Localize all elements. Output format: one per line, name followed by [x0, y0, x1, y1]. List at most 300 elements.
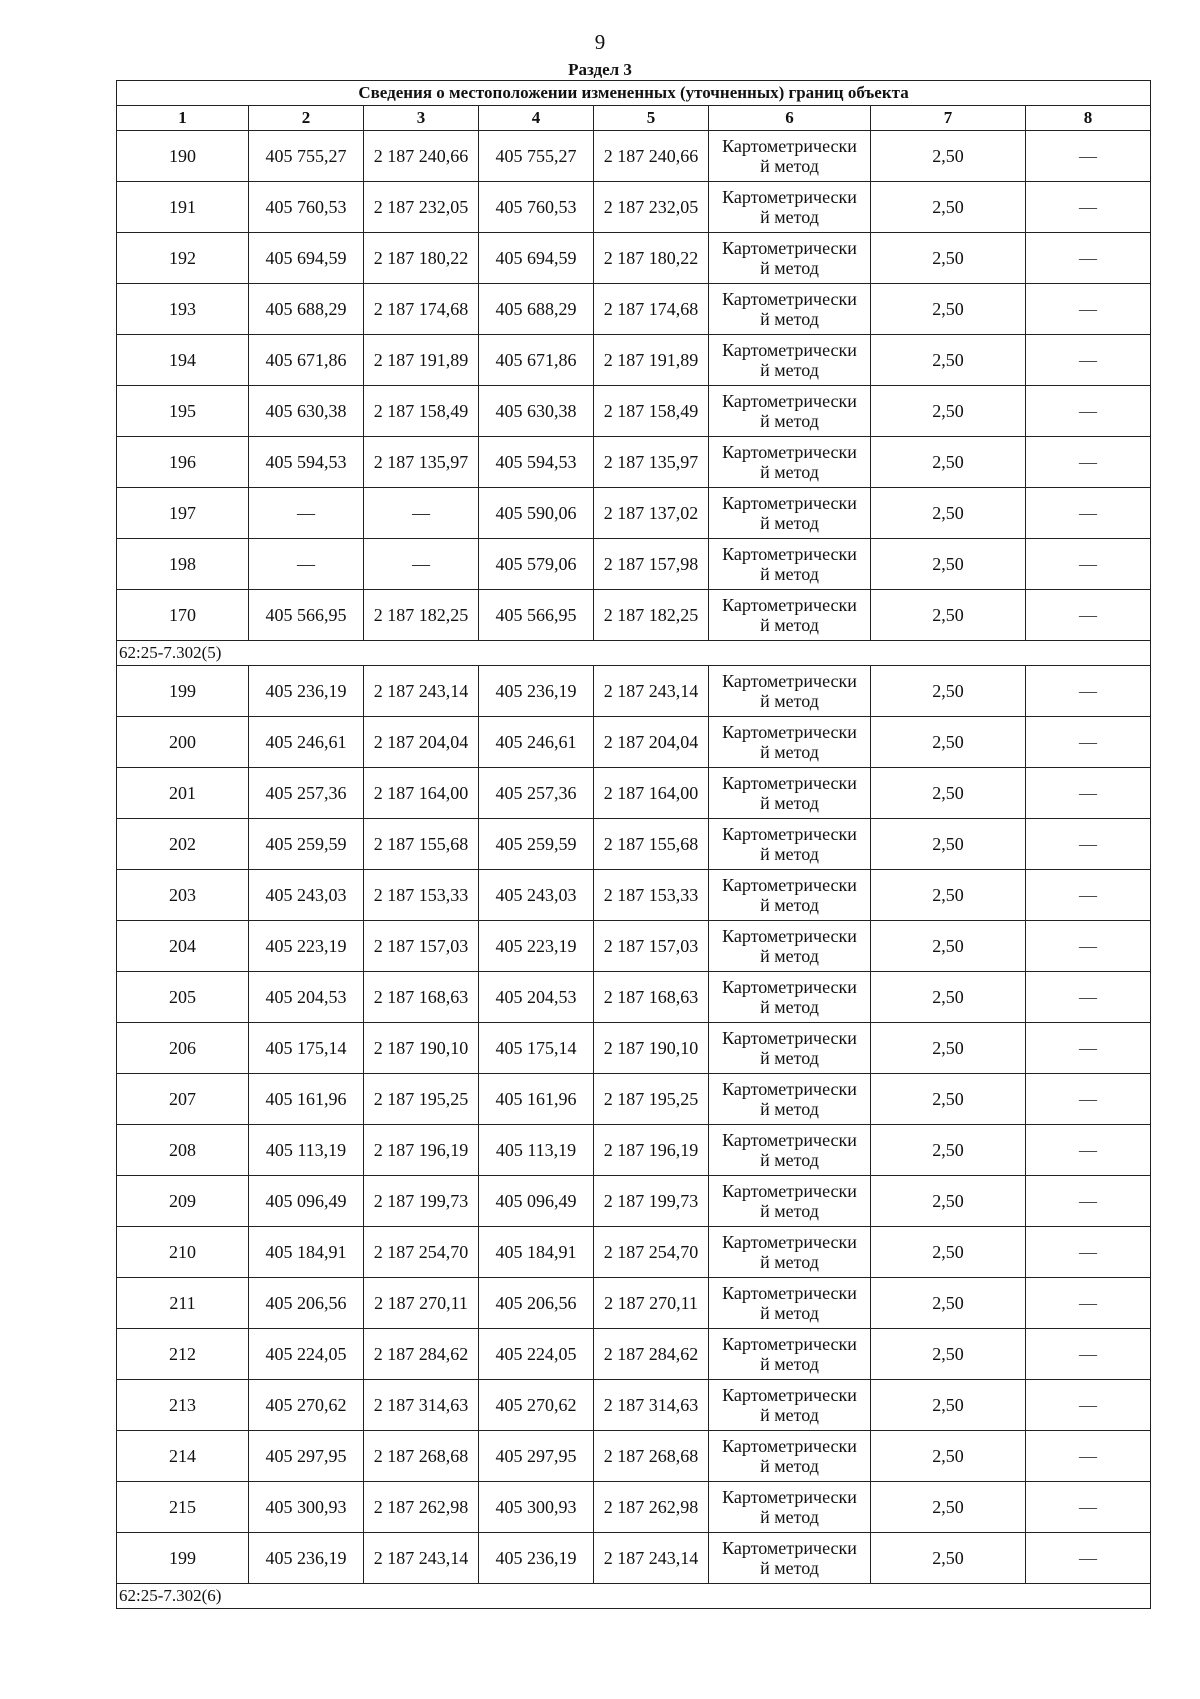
method-line-2: й метод — [760, 615, 819, 635]
method-line-2: й метод — [760, 513, 819, 533]
precision-cell: 2,50 — [871, 921, 1026, 972]
x-old-cell: 405 161,96 — [249, 1074, 364, 1125]
method-cell — [709, 182, 871, 233]
y-old-cell: 2 187 157,03 — [364, 921, 479, 972]
method-line-1: Картометрически — [722, 824, 857, 844]
method-line-1: Картометрически — [722, 493, 857, 513]
y-new-cell: 2 187 182,25 — [594, 590, 709, 641]
x-old-cell: 405 755,27 — [249, 131, 364, 182]
y-new-cell: 2 187 157,03 — [594, 921, 709, 972]
x-old-cell: 405 270,62 — [249, 1380, 364, 1431]
y-old-cell: 2 187 268,68 — [364, 1431, 479, 1482]
x-new-cell: 405 630,38 — [479, 386, 594, 437]
x-old-cell: 405 297,95 — [249, 1431, 364, 1482]
x-new-cell: 405 566,95 — [479, 590, 594, 641]
x-new-cell: 405 688,29 — [479, 284, 594, 335]
y-old-cell: 2 187 153,33 — [364, 870, 479, 921]
method-cell — [709, 386, 871, 437]
precision-cell: 2,50 — [871, 182, 1026, 233]
y-new-cell: 2 187 168,63 — [594, 972, 709, 1023]
x-new-cell: 405 161,96 — [479, 1074, 594, 1125]
precision-cell: 2,50 — [871, 284, 1026, 335]
x-new-cell: 405 694,59 — [479, 233, 594, 284]
precision-cell: 2,50 — [871, 1023, 1026, 1074]
precision-cell: 2,50 — [871, 335, 1026, 386]
y-new-cell: 2 187 314,63 — [594, 1380, 709, 1431]
y-new-cell: 2 187 195,25 — [594, 1074, 709, 1125]
dash-cell: — — [1026, 1482, 1151, 1533]
point-cell: 191 — [117, 182, 249, 233]
dash-cell: — — [1026, 870, 1151, 921]
x-old-cell: 405 694,59 — [249, 233, 364, 284]
method-cell — [709, 590, 871, 641]
method-cell — [709, 1278, 871, 1329]
precision-cell: 2,50 — [871, 590, 1026, 641]
x-old-cell: — — [249, 539, 364, 590]
dash-cell: — — [1026, 131, 1151, 182]
y-new-cell: 2 187 153,33 — [594, 870, 709, 921]
y-old-cell: 2 187 155,68 — [364, 819, 479, 870]
method-line-2: й метод — [760, 1099, 819, 1119]
x-new-cell: 405 755,27 — [479, 131, 594, 182]
coordinates-table — [116, 80, 1151, 1609]
dash-cell: — — [1026, 1125, 1151, 1176]
y-old-cell: 2 187 174,68 — [364, 284, 479, 335]
method-cell — [709, 717, 871, 768]
y-old-cell: 2 187 196,19 — [364, 1125, 479, 1176]
point-cell: 202 — [117, 819, 249, 870]
section-title: Раздел 3 — [568, 60, 632, 79]
y-old-cell: 2 187 164,00 — [364, 768, 479, 819]
method-line-2: й метод — [760, 742, 819, 762]
x-old-cell: 405 184,91 — [249, 1227, 364, 1278]
table-row — [117, 1482, 1151, 1533]
method-line-2: й метод — [760, 564, 819, 584]
point-cell: 190 — [117, 131, 249, 182]
method-line-2: й метод — [760, 309, 819, 329]
y-old-cell: 2 187 314,63 — [364, 1380, 479, 1431]
point-cell: 214 — [117, 1431, 249, 1482]
method-line-1: Картометрически — [722, 1283, 857, 1303]
method-line-1: Картометрически — [722, 442, 857, 462]
table-title: Сведения о местоположении измененных (уточненных) границ объекта — [117, 81, 1151, 106]
y-old-cell: — — [364, 539, 479, 590]
method-line-2: й метод — [760, 1507, 819, 1527]
table-row — [117, 1431, 1151, 1482]
y-old-cell: — — [364, 488, 479, 539]
method-cell — [709, 870, 871, 921]
precision-cell: 2,50 — [871, 131, 1026, 182]
table-row — [117, 819, 1151, 870]
precision-cell: 2,50 — [871, 1329, 1026, 1380]
dash-cell: — — [1026, 284, 1151, 335]
x-old-cell: 405 594,53 — [249, 437, 364, 488]
y-new-cell: 2 187 137,02 — [594, 488, 709, 539]
method-line-2: й метод — [760, 691, 819, 711]
method-line-2: й метод — [760, 462, 819, 482]
point-cell: 208 — [117, 1125, 249, 1176]
y-old-cell: 2 187 199,73 — [364, 1176, 479, 1227]
method-line-1: Картометрически — [722, 1487, 857, 1507]
point-cell: 199 — [117, 1533, 249, 1584]
column-header: 1 — [117, 106, 249, 131]
group-label: 62:25-7.302(6) — [117, 1584, 1151, 1609]
y-new-cell: 2 187 243,14 — [594, 1533, 709, 1584]
y-new-cell: 2 187 180,22 — [594, 233, 709, 284]
precision-cell: 2,50 — [871, 233, 1026, 284]
dash-cell: — — [1026, 972, 1151, 1023]
method-line-2: й метод — [760, 946, 819, 966]
table-row — [117, 539, 1151, 590]
point-cell: 205 — [117, 972, 249, 1023]
x-old-cell: 405 630,38 — [249, 386, 364, 437]
method-cell — [709, 1431, 871, 1482]
method-line-1: Картометрически — [722, 977, 857, 997]
x-new-cell: 405 297,95 — [479, 1431, 594, 1482]
method-cell — [709, 1329, 871, 1380]
precision-cell: 2,50 — [871, 717, 1026, 768]
method-line-2: й метод — [760, 895, 819, 915]
precision-cell: 2,50 — [871, 1125, 1026, 1176]
table-row — [117, 590, 1151, 641]
point-cell: 196 — [117, 437, 249, 488]
x-old-cell: 405 257,36 — [249, 768, 364, 819]
method-line-1: Картометрически — [722, 1385, 857, 1405]
x-old-cell: 405 300,93 — [249, 1482, 364, 1533]
point-cell: 211 — [117, 1278, 249, 1329]
method-cell — [709, 768, 871, 819]
x-new-cell: 405 246,61 — [479, 717, 594, 768]
x-new-cell: 405 243,03 — [479, 870, 594, 921]
table-row — [117, 1278, 1151, 1329]
point-cell: 212 — [117, 1329, 249, 1380]
method-line-2: й метод — [760, 1252, 819, 1272]
x-old-cell: 405 236,19 — [249, 1533, 364, 1584]
y-new-cell: 2 187 155,68 — [594, 819, 709, 870]
table-row — [117, 666, 1151, 717]
point-cell: 204 — [117, 921, 249, 972]
method-cell — [709, 1023, 871, 1074]
method-cell — [709, 1125, 871, 1176]
dash-cell: — — [1026, 488, 1151, 539]
y-new-cell: 2 187 174,68 — [594, 284, 709, 335]
y-old-cell: 2 187 195,25 — [364, 1074, 479, 1125]
method-line-1: Картометрически — [722, 1436, 857, 1456]
y-old-cell: 2 187 190,10 — [364, 1023, 479, 1074]
precision-cell: 2,50 — [871, 870, 1026, 921]
column-header: 2 — [249, 106, 364, 131]
column-header: 3 — [364, 106, 479, 131]
table-row — [117, 488, 1151, 539]
x-old-cell: 405 688,29 — [249, 284, 364, 335]
method-cell — [709, 233, 871, 284]
method-line-2: й метод — [760, 793, 819, 813]
y-old-cell: 2 187 180,22 — [364, 233, 479, 284]
point-cell: 213 — [117, 1380, 249, 1431]
method-line-1: Картометрически — [722, 875, 857, 895]
y-new-cell: 2 187 232,05 — [594, 182, 709, 233]
table-row — [117, 1227, 1151, 1278]
dash-cell: — — [1026, 1176, 1151, 1227]
x-new-cell: 405 257,36 — [479, 768, 594, 819]
dash-cell: — — [1026, 590, 1151, 641]
precision-cell: 2,50 — [871, 386, 1026, 437]
x-old-cell: 405 175,14 — [249, 1023, 364, 1074]
table-body-block-2 — [117, 666, 1151, 1584]
x-old-cell: 405 113,19 — [249, 1125, 364, 1176]
table-row — [117, 717, 1151, 768]
method-line-1: Картометрически — [722, 671, 857, 691]
x-new-cell: 405 204,53 — [479, 972, 594, 1023]
table-row — [117, 131, 1151, 182]
point-cell: 193 — [117, 284, 249, 335]
x-new-cell: 405 224,05 — [479, 1329, 594, 1380]
y-old-cell: 2 187 243,14 — [364, 666, 479, 717]
page-number: 9 — [594, 30, 606, 54]
y-old-cell: 2 187 135,97 — [364, 437, 479, 488]
dash-cell: — — [1026, 1533, 1151, 1584]
point-cell: 215 — [117, 1482, 249, 1533]
method-line-2: й метод — [760, 1354, 819, 1374]
point-cell: 209 — [117, 1176, 249, 1227]
y-new-cell: 2 187 158,49 — [594, 386, 709, 437]
x-old-cell: 405 566,95 — [249, 590, 364, 641]
method-line-1: Картометрически — [722, 136, 857, 156]
method-line-2: й метод — [760, 1201, 819, 1221]
method-cell — [709, 488, 871, 539]
method-cell — [709, 819, 871, 870]
x-old-cell: 405 671,86 — [249, 335, 364, 386]
y-new-cell: 2 187 268,68 — [594, 1431, 709, 1482]
method-line-2: й метод — [760, 997, 819, 1017]
dash-cell: — — [1026, 1074, 1151, 1125]
point-cell: 199 — [117, 666, 249, 717]
method-line-2: й метод — [760, 1150, 819, 1170]
x-new-cell: 405 300,93 — [479, 1482, 594, 1533]
precision-cell: 2,50 — [871, 1227, 1026, 1278]
y-old-cell: 2 187 254,70 — [364, 1227, 479, 1278]
point-cell: 198 — [117, 539, 249, 590]
method-line-1: Картометрически — [722, 1181, 857, 1201]
y-old-cell: 2 187 270,11 — [364, 1278, 479, 1329]
dash-cell: — — [1026, 233, 1151, 284]
x-new-cell: 405 270,62 — [479, 1380, 594, 1431]
dash-cell: — — [1026, 768, 1151, 819]
method-line-2: й метод — [760, 156, 819, 176]
table-body-block-1 — [117, 131, 1151, 641]
method-line-2: й метод — [760, 258, 819, 278]
x-new-cell: 405 184,91 — [479, 1227, 594, 1278]
method-cell — [709, 284, 871, 335]
method-cell — [709, 437, 871, 488]
dash-cell: — — [1026, 386, 1151, 437]
y-new-cell: 2 187 199,73 — [594, 1176, 709, 1227]
method-line-1: Картометрически — [722, 1079, 857, 1099]
method-line-2: й метод — [760, 360, 819, 380]
dash-cell: — — [1026, 1023, 1151, 1074]
method-cell — [709, 666, 871, 717]
x-old-cell: 405 760,53 — [249, 182, 364, 233]
method-cell — [709, 131, 871, 182]
table-row — [117, 972, 1151, 1023]
x-new-cell: 405 236,19 — [479, 1533, 594, 1584]
method-line-2: й метод — [760, 1456, 819, 1476]
y-new-cell: 2 187 243,14 — [594, 666, 709, 717]
method-line-1: Картометрически — [722, 1538, 857, 1558]
method-line-1: Картометрически — [722, 1028, 857, 1048]
method-line-1: Картометрически — [722, 1232, 857, 1252]
y-old-cell: 2 187 284,62 — [364, 1329, 479, 1380]
x-old-cell: 405 096,49 — [249, 1176, 364, 1227]
x-new-cell: 405 671,86 — [479, 335, 594, 386]
y-new-cell: 2 187 284,62 — [594, 1329, 709, 1380]
x-old-cell: 405 243,03 — [249, 870, 364, 921]
precision-cell: 2,50 — [871, 1176, 1026, 1227]
y-old-cell: 2 187 232,05 — [364, 182, 479, 233]
method-line-1: Картометрически — [722, 722, 857, 742]
method-line-2: й метод — [760, 1558, 819, 1578]
method-line-1: Картометрически — [722, 187, 857, 207]
y-old-cell: 2 187 243,14 — [364, 1533, 479, 1584]
method-line-1: Картометрически — [722, 289, 857, 309]
y-old-cell: 2 187 240,66 — [364, 131, 479, 182]
x-old-cell: 405 204,53 — [249, 972, 364, 1023]
y-new-cell: 2 187 164,00 — [594, 768, 709, 819]
dash-cell: — — [1026, 1278, 1151, 1329]
point-cell: 210 — [117, 1227, 249, 1278]
table-row — [117, 437, 1151, 488]
precision-cell: 2,50 — [871, 1380, 1026, 1431]
method-line-1: Картометрически — [722, 544, 857, 564]
method-cell — [709, 539, 871, 590]
y-old-cell: 2 187 204,04 — [364, 717, 479, 768]
dash-cell: — — [1026, 182, 1151, 233]
method-line-1: Картометрически — [722, 391, 857, 411]
x-new-cell: 405 579,06 — [479, 539, 594, 590]
table-row — [117, 768, 1151, 819]
column-header: 6 — [709, 106, 871, 131]
table-row — [117, 1380, 1151, 1431]
y-new-cell: 2 187 196,19 — [594, 1125, 709, 1176]
method-cell — [709, 1380, 871, 1431]
x-new-cell: 405 113,19 — [479, 1125, 594, 1176]
method-line-1: Картометрически — [722, 340, 857, 360]
table-row — [117, 386, 1151, 437]
method-line-1: Картометрически — [722, 1130, 857, 1150]
precision-cell: 2,50 — [871, 437, 1026, 488]
precision-cell: 2,50 — [871, 1074, 1026, 1125]
dash-cell: — — [1026, 1431, 1151, 1482]
precision-cell: 2,50 — [871, 972, 1026, 1023]
point-cell: 170 — [117, 590, 249, 641]
table-row — [117, 233, 1151, 284]
method-line-1: Картометрически — [722, 773, 857, 793]
method-line-2: й метод — [760, 1048, 819, 1068]
table-row — [117, 1125, 1151, 1176]
method-line-1: Картометрически — [722, 595, 857, 615]
y-new-cell: 2 187 270,11 — [594, 1278, 709, 1329]
method-line-1: Картометрически — [722, 238, 857, 258]
x-new-cell: 405 760,53 — [479, 182, 594, 233]
y-old-cell: 2 187 158,49 — [364, 386, 479, 437]
point-cell: 194 — [117, 335, 249, 386]
method-line-1: Картометрически — [722, 1334, 857, 1354]
dash-cell: — — [1026, 666, 1151, 717]
y-old-cell: 2 187 262,98 — [364, 1482, 479, 1533]
precision-cell: 2,50 — [871, 1482, 1026, 1533]
point-cell: 195 — [117, 386, 249, 437]
point-cell: 207 — [117, 1074, 249, 1125]
table-row — [117, 1074, 1151, 1125]
precision-cell: 2,50 — [871, 1278, 1026, 1329]
x-old-cell: 405 259,59 — [249, 819, 364, 870]
point-cell: 200 — [117, 717, 249, 768]
dash-cell: — — [1026, 437, 1151, 488]
x-new-cell: 405 590,06 — [479, 488, 594, 539]
table-row — [117, 921, 1151, 972]
precision-cell: 2,50 — [871, 819, 1026, 870]
method-cell — [709, 1227, 871, 1278]
group-label-block — [117, 1584, 1151, 1609]
point-cell: 206 — [117, 1023, 249, 1074]
precision-cell: 2,50 — [871, 666, 1026, 717]
dash-cell: — — [1026, 1329, 1151, 1380]
precision-cell: 2,50 — [871, 1431, 1026, 1482]
y-old-cell: 2 187 182,25 — [364, 590, 479, 641]
x-old-cell: 405 223,19 — [249, 921, 364, 972]
method-cell — [709, 1074, 871, 1125]
column-header: 4 — [479, 106, 594, 131]
y-new-cell: 2 187 190,10 — [594, 1023, 709, 1074]
column-header: 5 — [594, 106, 709, 131]
point-cell: 201 — [117, 768, 249, 819]
precision-cell: 2,50 — [871, 539, 1026, 590]
method-line-2: й метод — [760, 1303, 819, 1323]
table-row — [117, 1023, 1151, 1074]
table-row — [117, 1176, 1151, 1227]
x-new-cell: 405 594,53 — [479, 437, 594, 488]
table-row — [117, 284, 1151, 335]
method-line-2: й метод — [760, 844, 819, 864]
method-cell — [709, 972, 871, 1023]
dash-cell: — — [1026, 921, 1151, 972]
method-cell — [709, 1176, 871, 1227]
y-new-cell: 2 187 262,98 — [594, 1482, 709, 1533]
table-row — [117, 1533, 1151, 1584]
table-row — [117, 1329, 1151, 1380]
dash-cell: — — [1026, 335, 1151, 386]
method-cell — [709, 921, 871, 972]
x-new-cell: 405 096,49 — [479, 1176, 594, 1227]
method-cell — [709, 335, 871, 386]
x-old-cell: 405 224,05 — [249, 1329, 364, 1380]
precision-cell: 2,50 — [871, 768, 1026, 819]
dash-cell: — — [1026, 717, 1151, 768]
precision-cell: 2,50 — [871, 1533, 1026, 1584]
dash-cell: — — [1026, 1227, 1151, 1278]
x-old-cell: 405 246,61 — [249, 717, 364, 768]
dash-cell: — — [1026, 819, 1151, 870]
group-label-block — [117, 641, 1151, 666]
method-cell — [709, 1482, 871, 1533]
column-header: 7 — [871, 106, 1026, 131]
y-new-cell: 2 187 135,97 — [594, 437, 709, 488]
y-new-cell: 2 187 254,70 — [594, 1227, 709, 1278]
x-new-cell: 405 236,19 — [479, 666, 594, 717]
point-cell: 192 — [117, 233, 249, 284]
method-line-2: й метод — [760, 411, 819, 431]
table-row — [117, 182, 1151, 233]
